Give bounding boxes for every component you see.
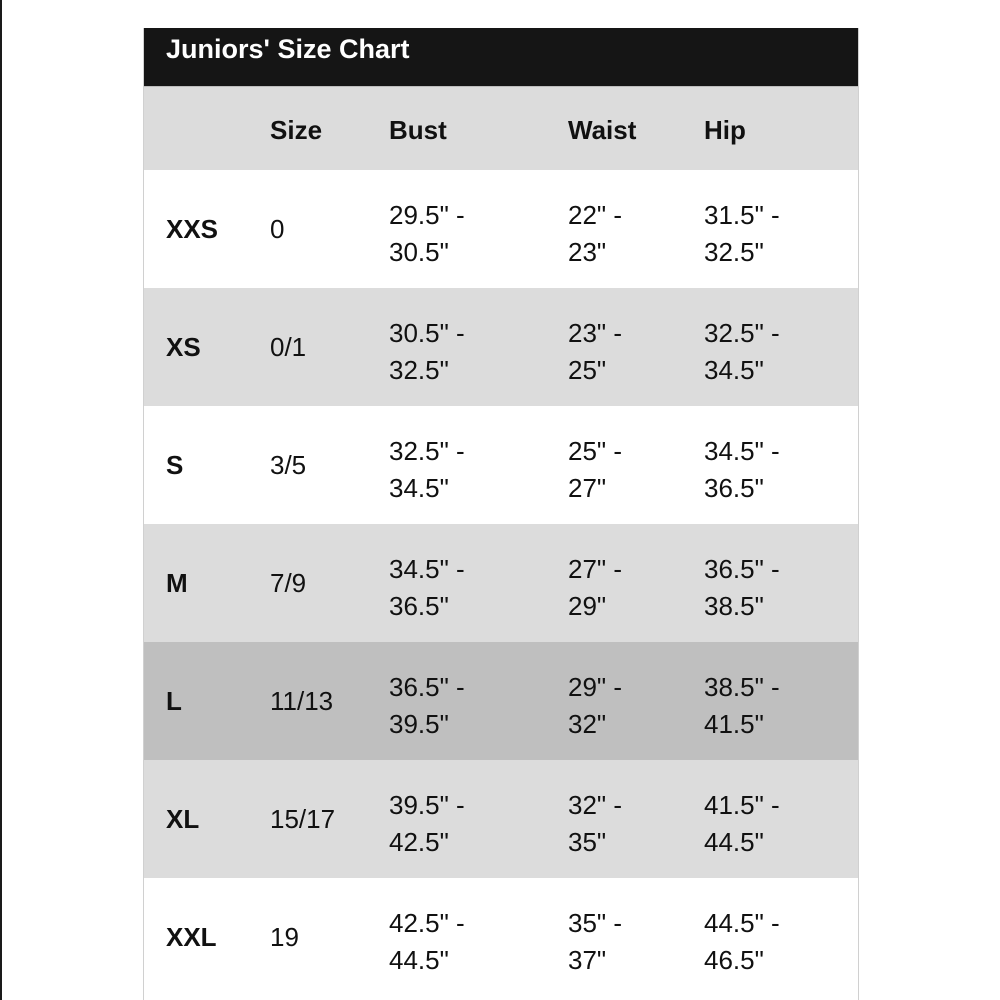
waist-high: 32" <box>568 709 607 739</box>
waist-range <box>568 433 622 507</box>
waist-low: 22" - <box>568 200 623 230</box>
header-waist: Waist <box>568 115 637 145</box>
table-row <box>144 524 858 642</box>
size-number: 7/9 <box>270 568 307 598</box>
bust-range <box>389 905 465 979</box>
hip-high: 36.5" <box>704 473 764 503</box>
hip-low: 36.5" - <box>704 554 780 584</box>
bust-high: 34.5" <box>389 473 449 503</box>
size-label: XXS <box>166 214 219 244</box>
waist-range <box>568 787 622 861</box>
bust-low: 39.5" - <box>389 790 465 820</box>
size-number: 0 <box>270 214 285 244</box>
hip-range <box>704 905 780 979</box>
bust-low: 30.5" - <box>389 318 465 348</box>
waist-low: 29" - <box>568 672 623 702</box>
waist-low: 25" - <box>568 436 623 466</box>
waist-range <box>568 197 622 271</box>
header-hip: Hip <box>704 115 746 145</box>
bust-high: 36.5" <box>389 591 449 621</box>
bust-high: 32.5" <box>389 355 449 385</box>
size-number: 11/13 <box>270 686 334 716</box>
table-row <box>144 642 858 760</box>
table-row <box>144 170 858 288</box>
size-chart <box>143 28 859 1000</box>
bust-range <box>389 669 465 743</box>
waist-range <box>568 669 622 743</box>
hip-high: 34.5" <box>704 355 764 385</box>
header-size: Size <box>270 115 323 145</box>
size-number: 3/5 <box>270 450 307 480</box>
waist-high: 35" <box>568 827 607 857</box>
table-row <box>144 288 858 406</box>
bust-low: 42.5" - <box>389 908 465 938</box>
size-label: S <box>166 450 184 480</box>
hip-low: 32.5" - <box>704 318 780 348</box>
table-header-row <box>144 86 858 170</box>
bust-high: 44.5" <box>389 945 449 975</box>
size-label: M <box>166 568 188 598</box>
hip-range <box>704 197 780 271</box>
hip-range <box>704 315 780 389</box>
waist-low: 27" - <box>568 554 623 584</box>
hip-range <box>704 551 780 625</box>
waist-low: 23" - <box>568 318 623 348</box>
hip-high: 41.5" <box>704 709 764 739</box>
size-label: XS <box>166 332 201 362</box>
hip-high: 38.5" <box>704 591 764 621</box>
left-border-line <box>0 0 2 1000</box>
size-label: XXL <box>166 922 217 952</box>
hip-high: 46.5" <box>704 945 764 975</box>
table-row <box>144 760 858 878</box>
size-number: 15/17 <box>270 804 336 834</box>
bust-low: 34.5" - <box>389 554 465 584</box>
waist-low: 35" - <box>568 908 623 938</box>
hip-low: 38.5" - <box>704 672 780 702</box>
hip-high: 32.5" <box>704 237 764 267</box>
size-number: 0/1 <box>270 332 307 362</box>
bust-low: 36.5" - <box>389 672 465 702</box>
table-row <box>144 406 858 524</box>
bust-low: 32.5" - <box>389 436 465 466</box>
bust-high: 30.5" <box>389 237 449 267</box>
waist-range <box>568 315 622 389</box>
waist-high: 37" <box>568 945 607 975</box>
bust-high: 42.5" <box>389 827 449 857</box>
table-body <box>144 170 858 996</box>
hip-low: 34.5" - <box>704 436 780 466</box>
waist-high: 23" <box>568 237 607 267</box>
waist-high: 27" <box>568 473 607 503</box>
hip-range <box>704 787 780 861</box>
hip-low: 41.5" - <box>704 790 780 820</box>
hip-high: 44.5" <box>704 827 764 857</box>
chart-title: Juniors' Size Chart <box>144 28 858 86</box>
size-number: 19 <box>270 922 299 952</box>
size-label: XL <box>166 804 200 834</box>
waist-high: 25" <box>568 355 607 385</box>
hip-low: 31.5" - <box>704 200 780 230</box>
hip-range <box>704 669 780 743</box>
bust-range <box>389 315 465 389</box>
hip-low: 44.5" - <box>704 908 780 938</box>
bust-range <box>389 197 465 271</box>
waist-range <box>568 905 622 979</box>
waist-high: 29" <box>568 591 607 621</box>
bust-range <box>389 787 465 861</box>
size-label: L <box>166 686 182 716</box>
header-bust: Bust <box>389 115 447 145</box>
bust-range <box>389 551 465 625</box>
waist-range <box>568 551 622 625</box>
bust-low: 29.5" - <box>389 200 465 230</box>
table-row <box>144 878 858 996</box>
bust-high: 39.5" <box>389 709 449 739</box>
hip-range <box>704 433 780 507</box>
waist-low: 32" - <box>568 790 623 820</box>
bust-range <box>389 433 465 507</box>
